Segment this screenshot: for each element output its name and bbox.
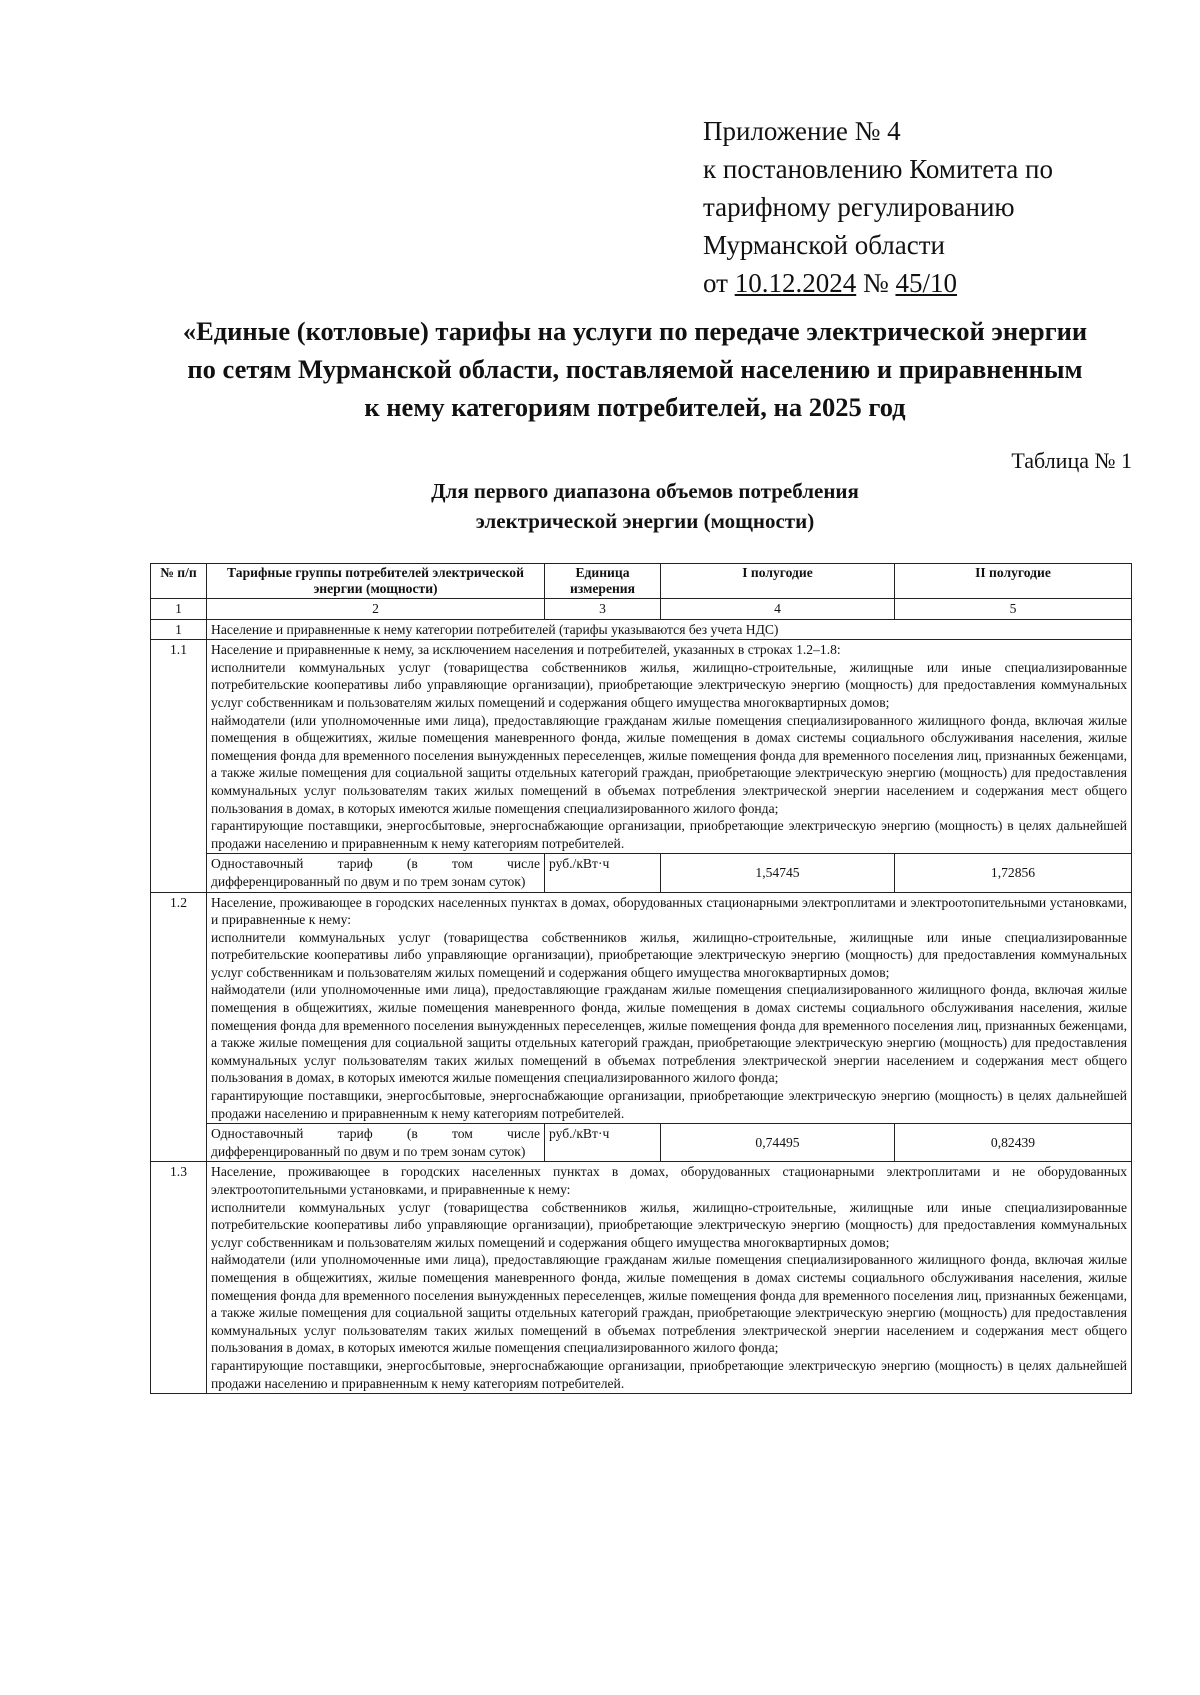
tariff-row — [151, 854, 1132, 892]
table-number-label: Таблица № 1 — [1011, 448, 1132, 473]
group-paragraph: Население, проживающее в городских населенных пунктах в домах, оборудованных стационарными электроплитами и электроотопительными установками, и приравненные к нему: — [211, 894, 1127, 928]
section-text: Население и приравненные к нему категории потребителей (тарифы указываются без учета НДС) — [207, 619, 1132, 640]
section-number: 1 — [151, 619, 207, 640]
table-header-row — [151, 564, 1132, 599]
document-title-line-2: по сетям Мурманской области, поставляемой населению и приравненным — [187, 354, 1083, 384]
group-paragraph: наймодатели (или уполномоченные ими лица), предоставляющие гражданам жилые помещения специализированного жилищного фонда, включая жилые помещения в общежитиях, жилые помещения маневренного фонда, жилые помещения в домах системы социального обслуживания населения, жилые помещения фонда для временного поселения вынужденных переселенцев, жилые помещения фонда для временного поселения лиц, признанных беженцами, а также жилые помещения для социальной защиты отдельных категорий граждан, приобретающие электрическую энергию (мощность) для предоставления коммунальных услуг пользователям таких жилых помещений в объемах потребления электрической энергии населением и содержания мест общего пользования в домах, в которых имеются жилые помещения специализированного жилого фонда; — [211, 712, 1127, 816]
group-description — [207, 892, 1132, 1124]
table-subtitle — [300, 476, 990, 536]
tariff-label: Одноставочный тариф (в том числе дифференцированный по двум и по трем зонам суток) — [207, 854, 545, 892]
tariff-first-half: 0,74495 — [661, 1124, 895, 1162]
document-title-line-3: к нему категориям потребителей, на 2025 год — [364, 392, 906, 422]
tariff-second-half: 0,82439 — [895, 1124, 1132, 1162]
header-first-half: I полугодие — [661, 564, 895, 599]
section-row — [151, 619, 1132, 640]
tariff-unit: руб./кВт·ч — [545, 854, 661, 892]
tariff-second-half: 1,72856 — [895, 854, 1132, 892]
appendix-line-resolution: к постановлению Комитета по — [703, 154, 1053, 184]
group-paragraph: исполнители коммунальных услуг (товарищества собственников жилья, жилищно-строительные, жилищные или иные специализированные потребительские кооперативы либо управляющие организации), приобретающие электрическую энергию (мощность) для предоставления коммунальных услуг собственникам и пользователям жилых помещений и содержания общего имущества многоквартирных домов; — [211, 929, 1127, 980]
table-row — [151, 640, 1132, 854]
table-subtitle-line-1: Для первого диапазона объемов потребления — [431, 479, 859, 503]
column-number: 3 — [545, 599, 661, 620]
row-number: 1.2 — [151, 892, 207, 1162]
tariff-unit: руб./кВт·ч — [545, 1124, 661, 1162]
row-number: 1.3 — [151, 1162, 207, 1394]
header-second-half: II полугодие — [895, 564, 1132, 599]
group-paragraph: гарантирующие поставщики, энергосбытовые, энергоснабжающие организации, приобретающие электрическую энергию (мощность) в целях дальнейшей продажи населению и приравненным к нему категориям потребителей. — [211, 1357, 1127, 1391]
column-number: 2 — [207, 599, 545, 620]
appendix-block — [703, 112, 1143, 302]
appendix-date: 10.12.2024 — [734, 268, 857, 298]
table-subtitle-line-2: электрической энергии (мощности) — [475, 509, 815, 533]
header-unit: Единица измерения — [545, 564, 661, 599]
tariff-first-half: 1,54745 — [661, 854, 895, 892]
group-paragraph: наймодатели (или уполномоченные ими лица), предоставляющие гражданам жилые помещения специализированного жилищного фонда, включая жилые помещения в общежитиях, жилые помещения маневренного фонда, жилые помещения в домах системы социального обслуживания населения, жилые помещения фонда для временного поселения вынужденных переселенцев, жилые помещения фонда для временного поселения лиц, признанных беженцами, а также жилые помещения для социальной защиты отдельных категорий граждан, приобретающие электрическую энергию (мощность) для предоставления коммунальных услуг пользователям таких жилых помещений в объемах потребления электрической энергии населением и содержания мест общего пользования в домах, в которых имеются жилые помещения специализированного жилого фонда; — [211, 982, 1127, 1086]
header-group: Тарифные группы потребителей электрической энергии (мощности) — [207, 564, 545, 599]
group-description — [207, 1162, 1132, 1394]
appendix-title: Приложение № 4 — [703, 116, 901, 146]
tariff-label: Одноставочный тариф (в том числе дифференцированный по двум и по трем зонам суток) — [207, 1124, 545, 1162]
appendix-number-sign: № — [862, 268, 889, 298]
group-paragraph: гарантирующие поставщики, энергосбытовые, энергоснабжающие организации, приобретающие электрическую энергию (мощность) в целях дальнейшей продажи населению и приравненным к нему категориям потребителей. — [211, 818, 1127, 851]
column-number-row — [151, 599, 1132, 620]
document-title-line-1: «Единые (котловые) тарифы на услуги по передаче электрической энергии — [182, 316, 1088, 346]
appendix-date-prefix: от — [703, 268, 728, 298]
appendix-number: 45/10 — [895, 268, 957, 298]
row-number: 1.1 — [151, 640, 207, 892]
appendix-date-line — [703, 264, 1143, 302]
appendix-line-region: Мурманской области — [703, 230, 945, 260]
group-paragraph: гарантирующие поставщики, энергосбытовые, энергоснабжающие организации, приобретающие электрическую энергию (мощность) в целях дальнейшей продажи населению и приравненным к нему категориям потребителей. — [211, 1088, 1127, 1121]
group-paragraph: Население и приравненные к нему, за исключением населения и потребителей, указанных в строках 1.2–1.8: — [211, 642, 841, 658]
appendix-line-committee: тарифному регулированию — [703, 192, 1015, 222]
tariff-row — [151, 1124, 1132, 1162]
group-paragraph: исполнители коммунальных услуг (товарищества собственников жилья, жилищно-строительные, жилищные или иные специализированные потребительские кооперативы либо управляющие организации), приобретающие электрическую энергию (мощность) для предоставления коммунальных услуг собственникам и пользователям жилых помещений и содержания общего имущества многоквартирных домов; — [211, 1199, 1127, 1250]
group-paragraph: наймодатели (или уполномоченные ими лица), предоставляющие гражданам жилые помещения специализированного жилищного фонда, включая жилые помещения в общежитиях, жилые помещения маневренного фонда, жилые помещения в домах системы социального обслуживания населения, жилые помещения фонда для временного поселения вынужденных переселенцев, жилые помещения фонда для временного поселения лиц, признанных беженцами, а также жилые помещения для социальной защиты отдельных категорий граждан, приобретающие электрическую энергию (мощность) для предоставления коммунальных услуг пользователям таких жилых помещений в объемах потребления электрической энергии населением и содержания мест общего пользования в домах, в которых имеются жилые помещения специализированного жилого фонда; — [211, 1252, 1127, 1356]
column-number: 4 — [661, 599, 895, 620]
table-row — [151, 892, 1132, 1124]
tariff-table — [150, 563, 1132, 1394]
group-paragraph: Население, проживающее в городских населенных пунктах в домах, оборудованных стационарными электроплитами и не оборудованных электроотопительными установками, и приравненные к нему: — [211, 1164, 1127, 1197]
column-number: 1 — [151, 599, 207, 620]
document-title — [140, 312, 1130, 426]
header-num: № п/п — [151, 564, 207, 599]
column-number: 5 — [895, 599, 1132, 620]
group-paragraph: исполнители коммунальных услуг (товарищества собственников жилья, жилищно-строительные, жилищные или иные специализированные потребительские кооперативы либо управляющие организации), приобретающие электрическую энергию (мощность) для предоставления коммунальных услуг собственникам и пользователям жилых помещений и содержания общего имущества многоквартирных домов; — [211, 659, 1127, 710]
table-row — [151, 1162, 1132, 1394]
group-description — [207, 640, 1132, 854]
